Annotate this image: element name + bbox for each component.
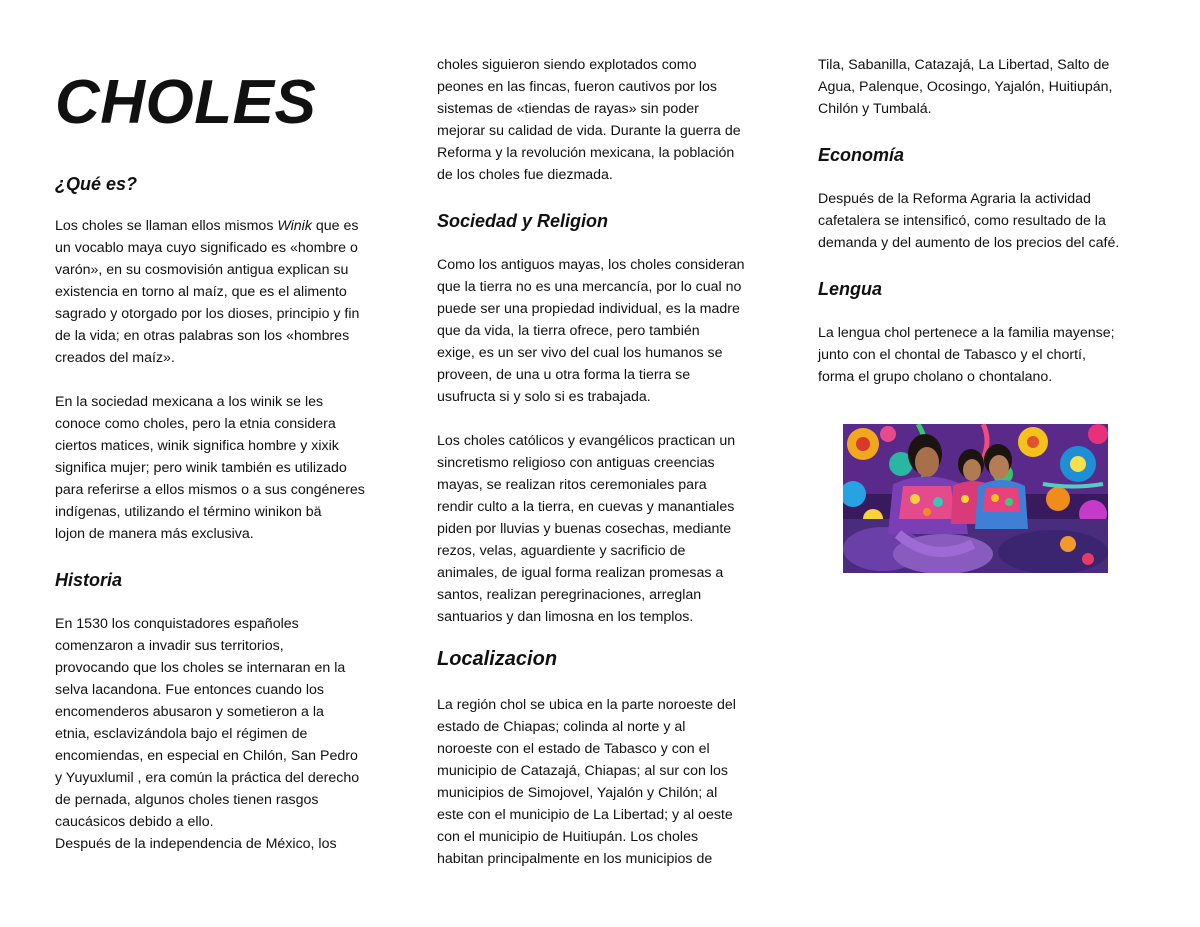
paragraph-line: rendir culto a la tierra, en cuevas y manantiales — [437, 499, 735, 515]
paragraph-line: sistemas de «tiendas de rayas» sin poder — [437, 101, 699, 117]
paragraph-line: existencia en torno al maíz, que es el alimento — [55, 284, 347, 300]
paragraph-line: choles siguieron siendo explotados como — [437, 57, 697, 73]
paragraph-line: comenzaron a invadir sus territorios, — [55, 638, 284, 654]
paragraph-line: La región chol se ubica en la parte noroeste del — [437, 697, 736, 713]
text-em: Winik — [277, 218, 312, 234]
paragraph-line: Después de la independencia de México, los — [55, 836, 337, 852]
paragraph-line: proveen, de una u otra forma la tierra se — [437, 367, 691, 383]
paragraph-line: demanda y del aumento de los precios del café. — [818, 235, 1120, 251]
paragraph-line: mejorar su calidad de vida. Durante la guerra de — [437, 123, 741, 139]
paragraph-line: Agua, Palenque, Ocosingo, Yajalón, Huitiupán, — [818, 79, 1113, 95]
heading-economia: Economía — [818, 145, 905, 165]
paragraph-line: sagrado y otorgado por los dioses, principio y fin — [55, 306, 360, 322]
paragraph-line: exige, es un ser vivo del cual los humanos se — [437, 345, 723, 361]
paragraph-line: Después de la Reforma Agraria la actividad — [818, 191, 1091, 207]
paragraph-line: etnia, esclavizándola bajo el régimen de — [55, 726, 308, 742]
paragraph-line: creados del maíz». — [55, 350, 175, 366]
text-span: que es — [311, 218, 359, 234]
historia-paragraph — [55, 613, 395, 855]
paragraph-line: Reforma y la revolución mexicana, la población — [437, 145, 735, 161]
que-es-paragraph-2 — [55, 391, 395, 545]
que-es-paragraph-1 — [55, 237, 395, 369]
paragraph-line: de los choles fue diezmada. — [437, 167, 613, 183]
sociedad-paragraph-2 — [437, 430, 777, 628]
paragraph-line: En 1530 los conquistadores españoles — [55, 616, 299, 632]
paragraph-line: Chilón y Tumbalá. — [818, 101, 932, 117]
paragraph-line: que la tierra no es una mercancía, por lo cual no — [437, 279, 742, 295]
column-2 — [437, 54, 777, 870]
paragraph-line: santos, realizan peregrinaciones, arreglan — [437, 587, 702, 603]
paragraph-line: significa mujer; pero winik también es utilizado — [55, 460, 347, 476]
column-1 — [55, 0, 395, 855]
heading-que-es: ¿Qué es? — [55, 174, 138, 194]
paragraph-line: varón», en su cosmovisión antigua explican su — [55, 262, 349, 278]
column-3 — [818, 54, 1158, 388]
paragraph-line: puede ser una propiedad individual, es la madre — [437, 301, 740, 317]
heading-sociedad-religion: Sociedad y Religion — [437, 211, 609, 231]
paragraph-line: y Yuyuxlumil , era común la práctica del derecho — [55, 770, 360, 786]
text-span: Los choles se llaman ellos mismos — [55, 218, 278, 234]
localizacion-paragraph — [437, 694, 777, 870]
paragraph-line: noroeste con el estado de Tabasco y con el — [437, 741, 710, 757]
heading-lengua: Lengua — [818, 279, 883, 299]
paragraph-line: Como los antiguos mayas, los choles consideran — [437, 257, 745, 273]
paragraph-line: Los choles católicos y evangélicos practican un — [437, 433, 736, 449]
paragraph-line: encomenderos abusaron y sometieron a la — [55, 704, 324, 720]
page-title: CHOLES — [55, 68, 317, 137]
paragraph-line: de pernada, algunos choles tienen rasgos — [55, 792, 319, 808]
paragraph-line: En la sociedad mexicana a los winik se les — [55, 394, 324, 410]
paragraph-line: rezos, velas, aguardiente y sacrificio de — [437, 543, 686, 559]
paragraph-line: estado de Chiapas; colinda al norte y al — [437, 719, 686, 735]
lengua-paragraph — [818, 322, 1158, 388]
paragraph-line: provocando que los choles se internaran en la — [55, 660, 346, 676]
paragraph-line: animales, de igual forma realizan promesas a — [437, 565, 724, 581]
paragraph-line: santuarios y dan limosna en los templos. — [437, 609, 694, 625]
heading-historia: Historia — [55, 570, 123, 590]
paragraph-line: que da vida, la tierra ofrece, pero también — [437, 323, 700, 339]
paragraph-line: cafetalera se intensificó, como resultado de la — [818, 213, 1106, 229]
paragraph-line: selva lacandona. Fue entonces cuando los — [55, 682, 324, 698]
paragraph-line: usufructa si y solo si es trabajada. — [437, 389, 651, 405]
historia-continued-paragraph — [437, 54, 777, 186]
paragraph-line: este con el municipio de La Libertad; y al oeste — [437, 807, 733, 823]
paragraph-line: junto con el chontal de Tabasco y el chortí, — [818, 347, 1086, 363]
paragraph-line: habitan principalmente en los municipios de — [437, 851, 713, 867]
paragraph-line: municipio de Catazajá, Chiapas; al sur con los — [437, 763, 728, 779]
paragraph-line: mayas, se realizan ritos ceremoniales para — [437, 477, 707, 493]
paragraph-line: forma el grupo cholano o chontalano. — [818, 369, 1053, 385]
paragraph-line: con el municipio de Huitiupán. Los choles — [437, 829, 699, 845]
paragraph-line: piden por lluvias y buenas cosechas, mediante — [437, 521, 732, 537]
paragraph-line: ciertos matices, winik significa hombre y xixik — [55, 438, 339, 454]
paragraph-line: lojon de manera más exclusiva. — [55, 526, 254, 542]
heading-localizacion: Localizacion — [437, 648, 558, 670]
paragraph-line: un vocablo maya cuyo significado es «hombre o — [55, 240, 358, 256]
paragraph-line — [55, 215, 395, 237]
paragraph-line: de la vida; en otras palabras son los «hombres — [55, 328, 350, 344]
sociedad-paragraph-1 — [437, 254, 777, 408]
paragraph-line: caucásicos debido a ello. — [55, 814, 214, 830]
paragraph-line: municipios de Simojovel, Yajalón y Chilón; al — [437, 785, 718, 801]
paragraph-line: para referirse a ellos mismos o a sus congéneres — [55, 482, 365, 498]
economia-paragraph — [818, 188, 1158, 254]
paragraph-line: encomiendas, en especial en Chilón, San Pedro — [55, 748, 358, 764]
paragraph-line: La lengua chol pertenece a la familia mayense; — [818, 325, 1115, 341]
paragraph-line: indígenas, utilizando el término winikon bä — [55, 504, 322, 520]
paragraph-line: conoce como choles, pero la etnia considera — [55, 416, 336, 432]
paragraph-line: peones en las fincas, fueron cautivos por los — [437, 79, 717, 95]
localizacion-continued-paragraph — [818, 54, 1158, 120]
paragraph-line: sincretismo religioso con antiguas creencias — [437, 455, 715, 471]
choles-women-photo — [843, 424, 1108, 573]
paragraph-line: Tila, Sabanilla, Catazajá, La Libertad, Salto de — [818, 57, 1110, 73]
